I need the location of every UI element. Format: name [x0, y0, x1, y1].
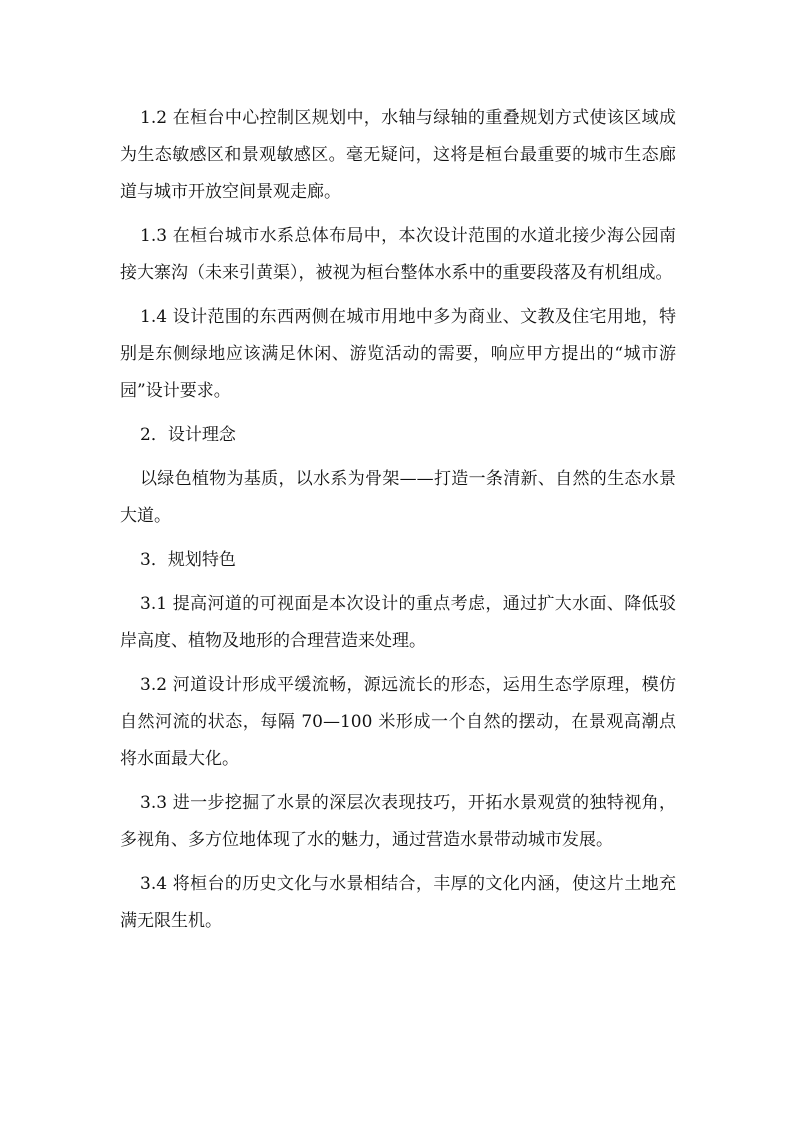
paragraph-3-2: 3.2 河道设计形成平缓流畅，源远流长的形态，运用生态学原理，模仿自然河流的状态，每隔 70—100 米形成一个自然的摆动，在景观高潮点将水面最大化。	[120, 675, 676, 769]
paragraph-1-4: 1.4 设计范围的东西两侧在城市用地中多为商业、文教及住宅用地，特别是东侧绿地应该满足休闲、游览活动的需要，响应甲方提出的“城市游园”设计要求。	[120, 307, 676, 401]
paragraph-1-3: 1.3 在桓台城市水系总体布局中，本次设计范围的水道北接少海公园南接大寨沟（未来引黄渠），被视为桓台整体水系中的重要段落及有机组成。	[120, 226, 676, 283]
heading-design-concept: 2．设计理念	[140, 425, 236, 445]
document-body	[120, 100, 676, 947]
paragraph-3-3: 3.3 进一步挖掘了水景的深层次表现技巧，开拓水景观赏的独特视角，多视角、多方位地体现了水的魅力，通过营造水景带动城市发展。	[120, 793, 676, 850]
paragraph-3-4: 3.4 将桓台的历史文化与水景相结合，丰厚的文化内涵，使这片土地充满无限生机。	[120, 874, 676, 931]
paragraph-3-1: 3.1 提高河道的可视面是本次设计的重点考虑，通过扩大水面、降低驳岸高度、植物及地形的合理营造来处理。	[120, 594, 676, 651]
heading-planning-features: 3．规划特色	[140, 550, 236, 570]
paragraph-design-concept: 以绿色植物为基质，以水系为骨架——打造一条清新、自然的生态水景大道。	[120, 469, 676, 526]
paragraph-1-2: 1.2 在桓台中心控制区规划中，水轴与绿轴的重叠规划方式使该区域成为生态敏感区和景观敏感区。毫无疑问，这将是桓台最重要的城市生态廊道与城市开放空间景观走廊。	[120, 108, 676, 202]
